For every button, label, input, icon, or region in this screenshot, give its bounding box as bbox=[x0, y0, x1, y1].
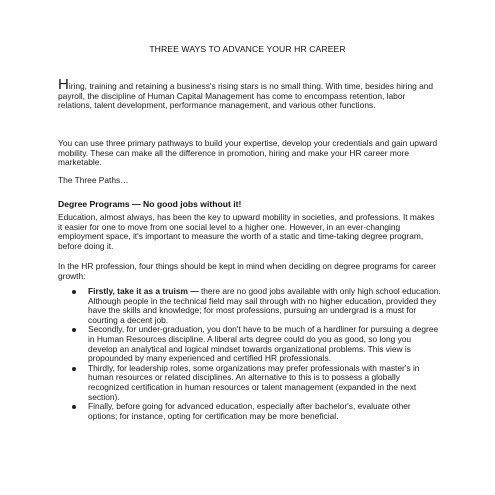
section-heading: Degree Programs — No good jobs without it! bbox=[58, 199, 242, 209]
bullet-list bbox=[58, 287, 441, 421]
pathways-paragraph: You can use three primary pathways to build your expertise, develop your credentials and gain upward mobility. These can make all the difference in promotion, hiring and make your HR career more marketable. bbox=[58, 138, 438, 168]
bullet-icon bbox=[72, 405, 76, 409]
education-paragraph: Education, almost always, has been the key to upward mobility in societies, and professions. It makes it easier for one to move from one social level to a higher one. However, in an ever-changing employment space, it's important to measure the worth of a static and time-taking degree program, before doing it. bbox=[58, 212, 435, 251]
list-item bbox=[58, 402, 441, 421]
bullet-text: Secondly, for under-graduation, you don't have to be much of a hardliner for pursuing a degree in Human Resources discipline. A liberal arts degree could do you as good, so long you develop an analytical and logical mindset towards organizational problems. This view is propounded by many experienced and certified HR professionals. bbox=[88, 324, 439, 364]
bullet-icon bbox=[72, 290, 76, 294]
list-item bbox=[58, 287, 441, 325]
bullet-text: Thirdly, for leadership roles, some organizations may prefer professionals with master's in human resources or related disciplines. An alternative to this is to possess a globally recognized certification in human resources or talent management (expanded in the next section). bbox=[88, 362, 420, 402]
list-item bbox=[58, 325, 441, 363]
list-item bbox=[58, 364, 441, 402]
three-paths-label: The Three Paths… bbox=[58, 175, 129, 185]
bullet-lead: Firstly, take it as a truism — bbox=[88, 286, 199, 296]
bullet-text: Finally, before going for advanced education, especially after bachelor's, evaluate other options; for instance, opting for certification may be more beneficial. bbox=[88, 401, 411, 421]
bullet-text: there are no good jobs available with only high school education. Although people in the technical field may sail through with no higher education, provided they have the skills and knowledge; for most professions, pursuing an undergrad is a must for courting a decent job. bbox=[88, 286, 441, 325]
bullet-icon bbox=[72, 328, 76, 332]
hr-profession-paragraph: In the HR profession, four things should be kept in mind when deciding on degree programs for career growth: bbox=[58, 261, 437, 281]
intro-text: iring, training and retaining a business's rising stars is no small thing. With time, besides hiring and payroll, the discipline of Human Capital Management has come to encompass retention, labor relations, talent development, performance management, and various other functions. bbox=[58, 81, 434, 111]
document-title: THREE WAYS TO ADVANCE YOUR HR CAREER bbox=[149, 44, 346, 54]
intro-paragraph bbox=[58, 76, 441, 111]
drop-cap: H bbox=[58, 76, 69, 93]
bullet-icon bbox=[72, 367, 76, 371]
